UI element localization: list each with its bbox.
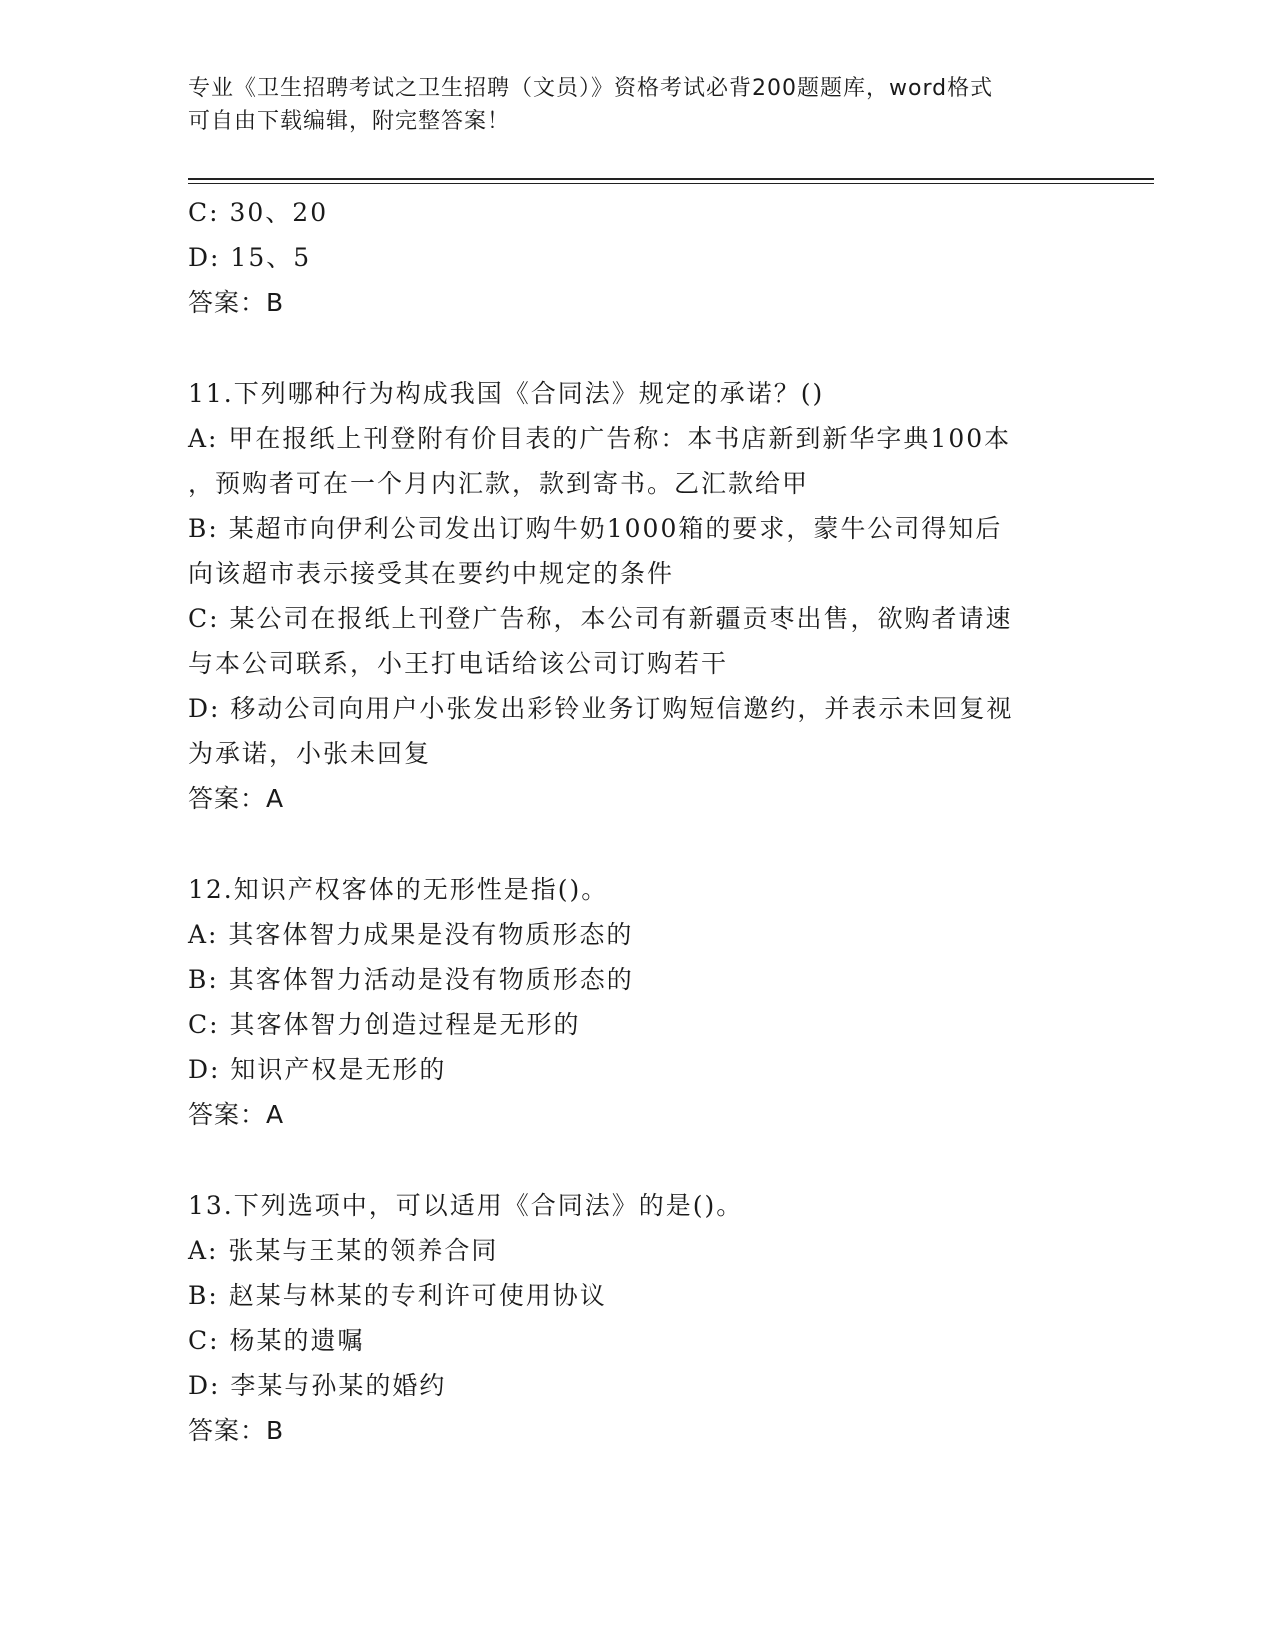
q13-option-c: C: 杨某的遗嘱 <box>188 1326 365 1355</box>
header-line-1: 专业《卫生招聘考试之卫生招聘（文员）》资格考试必背200题题库，word格式 <box>188 76 994 101</box>
q12-question: 12.知识产权客体的无形性是指()。 <box>188 875 609 904</box>
q11-question: 11.下列哪种行为构成我国《合同法》规定的承诺？() <box>188 379 825 408</box>
header-rule-thick <box>188 178 1154 180</box>
q13-option-d: D: 李某与孙某的婚约 <box>188 1371 447 1400</box>
q11-answer: 答案：A <box>188 784 285 813</box>
question-content <box>188 190 1088 1453</box>
q12-option-c: C: 其客体智力创造过程是无形的 <box>188 1010 581 1039</box>
q12-option-a: A: 其客体智力成果是没有物质形态的 <box>188 920 634 949</box>
header-line-2: 可自由下载编辑，附完整答案！ <box>188 109 511 134</box>
q11-option-a-line2: ，预购者可在一个月内汇款，款到寄书。乙汇款给甲 <box>188 469 810 498</box>
q11-option-d-line1: D: 移动公司向用户小张发出彩铃业务订购短信邀约，并表示未回复视 <box>188 694 1014 723</box>
prev-option-d: D: 15、5 <box>188 243 312 272</box>
q11-option-b-line2: 向该超市表示接受其在要约中规定的条件 <box>188 559 675 588</box>
q12-option-b: B: 其客体智力活动是没有物质形态的 <box>188 965 634 994</box>
q11-option-b-line1: B: 某超市向伊利公司发出订购牛奶1000箱的要求，蒙牛公司得知后 <box>188 514 1003 543</box>
page-header <box>188 72 1068 138</box>
q13-option-b: B: 赵某与林某的专利许可使用协议 <box>188 1281 607 1310</box>
prev-option-c: C: 30、20 <box>188 198 329 227</box>
prev-answer: 答案：B <box>188 288 285 317</box>
q13-option-a: A: 张某与王某的领养合同 <box>188 1236 499 1265</box>
q12-answer: 答案：A <box>188 1100 285 1129</box>
q11-option-d-line2: 为承诺，小张未回复 <box>188 739 432 768</box>
header-rule-thin <box>188 183 1154 184</box>
q11-option-c-line2: 与本公司联系，小王打电话给该公司订购若干 <box>188 649 729 678</box>
q11-option-c-line1: C: 某公司在报纸上刊登广告称，本公司有新疆贡枣出售，欲购者请速 <box>188 604 1013 633</box>
q12-option-d: D: 知识产权是无形的 <box>188 1055 447 1084</box>
q13-answer: 答案：B <box>188 1416 285 1445</box>
q13-question: 13.下列选项中，可以适用《合同法》的是()。 <box>188 1191 744 1220</box>
q11-option-a-line1: A: 甲在报纸上刊登附有价目表的广告称：本书店新到新华字典100本 <box>188 424 1012 453</box>
